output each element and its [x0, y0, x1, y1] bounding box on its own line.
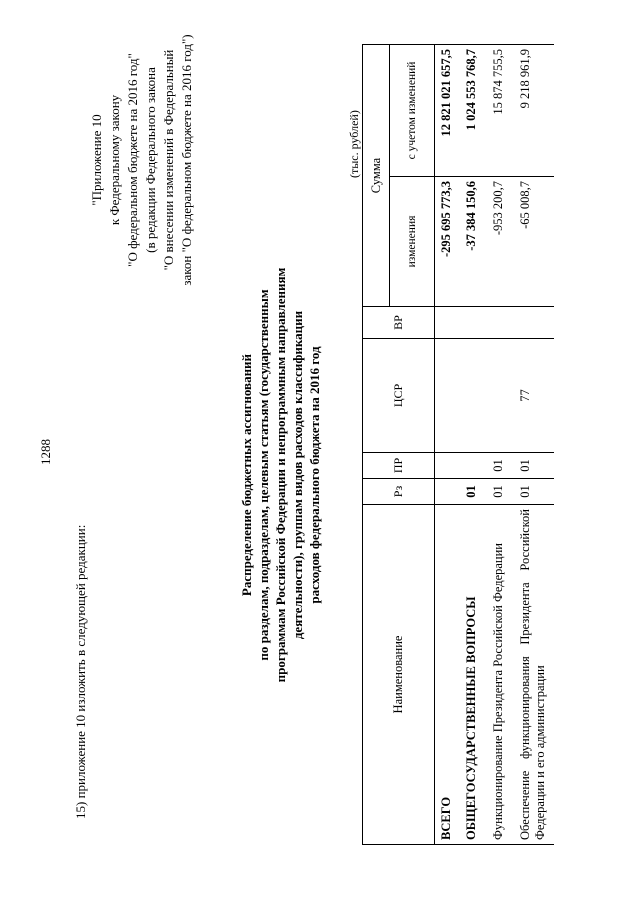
row-with-changes: 9 218 961,9: [512, 45, 554, 177]
header-csr: ЦСР: [363, 339, 435, 453]
appendix-line: (в редакции Федерального закона: [143, 67, 158, 253]
row-name: ОБЩЕГОСУДАРСТВЕННЫЕ ВОПРОСЫ: [458, 505, 485, 845]
title-line: программам Российской Федерации и непрограммным направлениям: [273, 267, 288, 683]
appendix-line: "Приложение 10: [89, 114, 104, 206]
row-with-changes: 1 024 553 768,7: [458, 45, 485, 177]
appendix-line: к Федеральному закону: [107, 94, 122, 226]
row-vr: [485, 307, 512, 339]
document-title: [238, 215, 323, 735]
row-csr: [435, 339, 459, 453]
row-changes: -65 008,7: [512, 177, 554, 307]
row-csr: 77: [512, 339, 554, 453]
title-line: по разделам, подразделам, целевым статьям (государственным: [256, 289, 271, 661]
row-changes: -295 695 773,3: [435, 177, 459, 307]
header-sum: Сумма: [363, 45, 390, 307]
units-label: (тыс. рублей): [347, 110, 361, 178]
header-changes: изменения: [390, 177, 435, 307]
table-row: [485, 45, 512, 845]
row-rz: 01: [512, 479, 554, 505]
row-rz: 01: [458, 479, 485, 505]
table-row: [435, 45, 459, 845]
intro-text: 15) приложение 10 изложить в следующей редакции:: [73, 524, 88, 819]
row-rz: 01: [485, 479, 512, 505]
row-with-changes: 15 874 755,5: [485, 45, 512, 177]
row-name: Функционирование Президента Российской Федерации: [485, 505, 512, 845]
row-vr: [435, 307, 459, 339]
table-row: [512, 45, 554, 845]
header-with-changes: с учетом изменений: [390, 45, 435, 177]
row-rz: [435, 479, 459, 505]
appendix-header: [88, 15, 196, 305]
budget-table: [362, 44, 554, 845]
title-line: деятельности), группам видов расходов классификации: [290, 310, 305, 640]
appendix-line: "О внесении изменений в Федеральный: [161, 49, 176, 271]
header-pr: ПР: [363, 453, 435, 479]
row-name: ВСЕГО: [435, 505, 459, 845]
row-vr: [512, 307, 554, 339]
title-line: Распределение бюджетных ассигнований: [239, 353, 254, 597]
page-number: 1288: [38, 439, 53, 465]
row-pr: 01: [485, 453, 512, 479]
appendix-line: "О федеральном бюджете на 2016 год": [125, 53, 140, 267]
row-csr: [485, 339, 512, 453]
header-rz: Рз: [363, 479, 435, 505]
table-row: [458, 45, 485, 845]
row-pr: [435, 453, 459, 479]
row-with-changes: 12 821 021 657,5: [435, 45, 459, 177]
title-line: расходов федерального бюджета на 2016 год: [307, 346, 322, 604]
row-changes: -37 384 150,6: [458, 177, 485, 307]
row-changes: -953 200,7: [485, 177, 512, 307]
row-vr: [458, 307, 485, 339]
header-row: [363, 45, 390, 845]
row-pr: 01: [512, 453, 554, 479]
row-csr: [458, 339, 485, 453]
header-name: Наименование: [363, 505, 435, 845]
appendix-line: закон "О федеральном бюджете на 2016 год"): [179, 34, 194, 286]
header-vr: ВР: [363, 307, 435, 339]
row-name: Обеспечение функционирования Президента Российской Федерации и его администрации: [512, 505, 554, 845]
row-pr: [458, 453, 485, 479]
